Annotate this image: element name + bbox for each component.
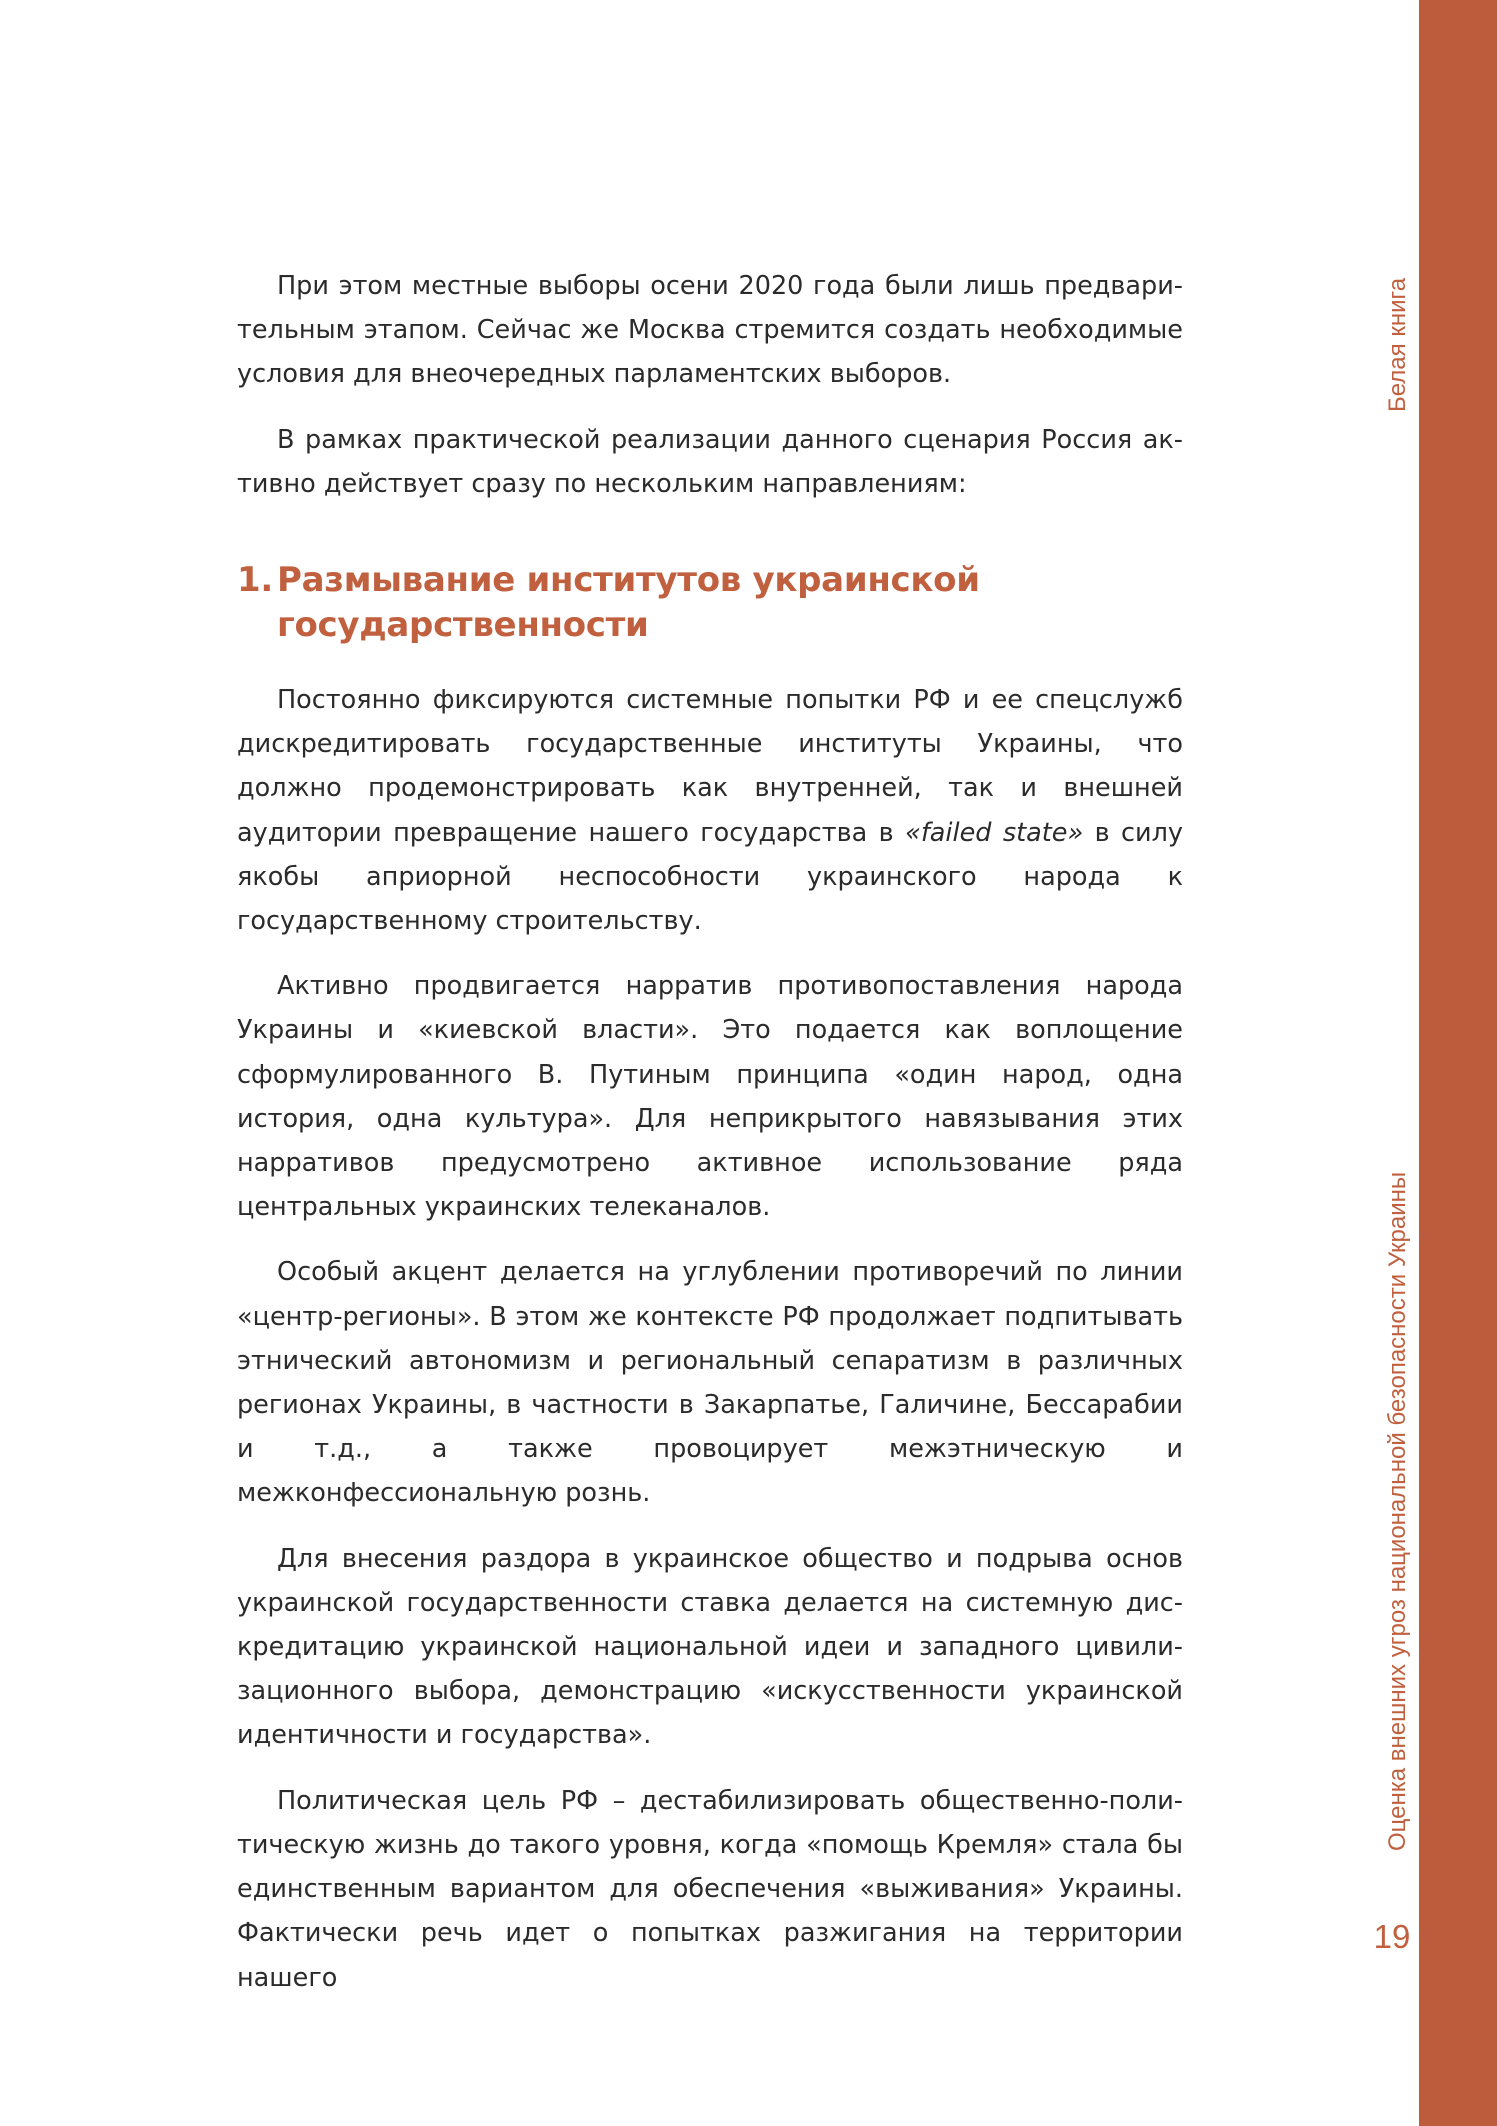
main-text [237, 264, 1183, 2021]
book-title-label: Белая книга [1384, 277, 1411, 412]
page-number: 19 [1373, 1918, 1411, 1955]
section-title: Размывание институтов украинской государственности [277, 560, 980, 646]
paragraph-directions: В рамках практической реализации данного сценария Россия активно действует сразу по нескольким направлениям: [237, 424, 1183, 499]
section-heading [237, 558, 1183, 648]
side-color-band [1419, 0, 1497, 2126]
book-subtitle-label: Оценка внешних угроз национальной безопасности Украины [1384, 1171, 1411, 1851]
paragraph-text-end: в силу якобы априорной неспособности украинского народа к государственному строительству. [237, 817, 1183, 937]
paragraph-political-goal: Политическая цель РФ – дестабилизировать общественно-политическую жизнь до такого уровня, когда «помощь Кремля» стала бы единственным вариантом для обеспечения «выживания» Украины. Фактически речь идет о попытках разжигания на территории нашего [237, 1785, 1183, 1993]
section-number: 1. [237, 560, 273, 601]
paragraph-national-idea: Для внесения раздора в украинское общество и подрыва основ украинской государственности ставка делается на системную дискредитацию украинской национальной идеи и западного цивилизационного выбора, демонстрацию «искусственности украинской идентичности и государства». [237, 1543, 1183, 1751]
paragraph-narrative: Активно продвигается нарратив противопоставления народа Украины и «киевской власти». Это подается как воплощение сформулированного В. Путиным принципа «один народ, одна история, одна культура». Для неприкрытого навязывания этих нарративов предусмотрено активное использование ряда центральных украинских телеканалов. [237, 971, 1183, 1223]
paragraph-discredit-institutions [237, 678, 1183, 943]
failed-state-term: «failed state» [905, 817, 1084, 848]
paragraph-text-start: Постоянно фиксируются системные попытки РФ и ее спецслужб дискредитировать государственные институты Украины, что должно продемонстрировать как внутренней, так и внешней аудитории превращение нашего государства в [237, 685, 1183, 848]
paragraph-local-elections: При этом местные выборы осени 2020 года были лишь предварительным этапом. Сейчас же Москва стремится создать необходимые условия для внеочередных парламентских выборов. [237, 271, 1183, 390]
paragraph-center-regions: Особый акцент делается на углублении противоречий по линии «центр-регионы». В этом же контексте РФ продолжает подпитывать этнический автономизм и региональный сепаратизм в различных регионах Украины, в частности в Закарпатье, Галичине, Бессарабии и т.д., а также провоцирует межэтническую и межконфессиональную рознь. [237, 1257, 1183, 1509]
